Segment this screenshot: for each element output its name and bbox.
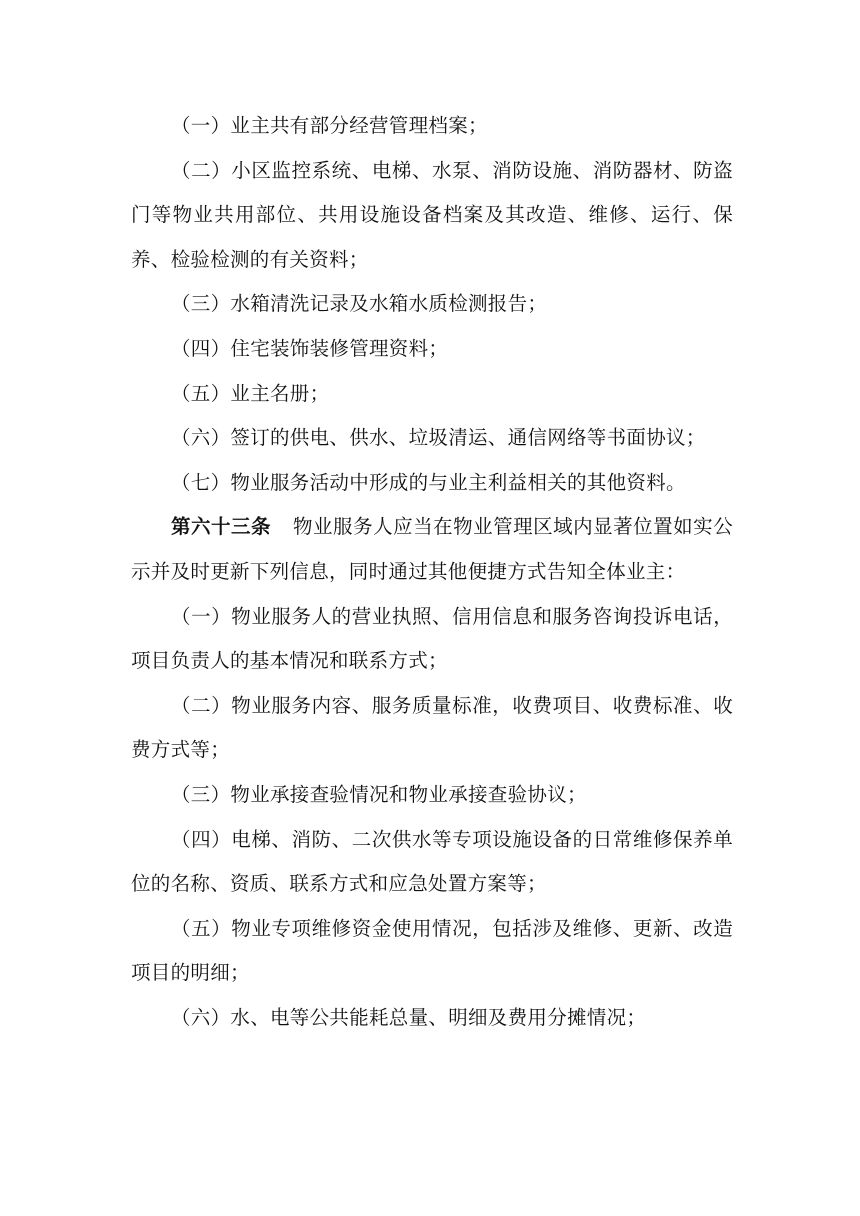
list-item-7 (131, 461, 733, 506)
article-label: 第六十三条 (171, 515, 272, 539)
paragraph-text: （七）物业服务活动中形成的与业主利益相关的其他资料。 (171, 470, 686, 494)
paragraph-text: （一）物业服务人的营业执照、信用信息和服务咨询投诉电话，项目负责人的基本情况和联系方式； (131, 604, 733, 673)
paragraph-text: （三）水箱清洗记录及水箱水质检测报告； (171, 292, 548, 316)
list-item-4 (131, 818, 733, 907)
list-item-4 (131, 327, 733, 372)
paragraph-text: 物业服务人应当在物业管理区域内显著位置如实公示并及时更新下列信息，同时通过其他便捷方式告知全体业主： (131, 515, 733, 583)
list-item-1 (131, 104, 733, 149)
paragraph-text: （五）业主名册； (171, 381, 330, 405)
paragraph-text: （六）签订的供电、供水、垃圾清运、通信网络等书面协议； (171, 426, 706, 450)
list-item-3 (131, 282, 733, 327)
list-item-1 (131, 595, 733, 684)
paragraph-text: （五）物业专项维修资金使用情况，包括涉及维修、更新、改造项目的明细； (131, 916, 733, 985)
list-item-2 (131, 149, 733, 283)
paragraph-text: （二）物业服务内容、服务质量标准，收费项目、收费标准、收费方式等； (131, 693, 733, 762)
article-63 (131, 505, 733, 594)
paragraph-text: （三）物业承接查验情况和物业承接查验协议； (171, 782, 587, 806)
document-body (131, 104, 733, 1040)
list-item-6 (131, 996, 733, 1041)
paragraph-text: （四）住宅装饰装修管理资料； (171, 336, 449, 360)
list-item-2 (131, 684, 733, 773)
paragraph-text: （一）业主共有部分经营管理档案； (171, 114, 488, 137)
list-item-6 (131, 416, 733, 461)
list-item-5 (131, 907, 733, 996)
paragraph-text: （二）小区监控系统、电梯、水泵、消防设施、消防器材、防盗门等物业共用部位、共用设施设备档案及其改造、维修、运行、保养、检验检测的有关资料； (131, 158, 733, 271)
paragraph-text: （六）水、电等公共能耗总量、明细及费用分摊情况； (171, 1005, 647, 1029)
paragraph-text: （四）电梯、消防、二次供水等专项设施设备的日常维修保养单位的名称、资质、联系方式和应急处置方案等； (131, 827, 733, 896)
list-item-5 (131, 372, 733, 417)
list-item-3 (131, 773, 733, 818)
